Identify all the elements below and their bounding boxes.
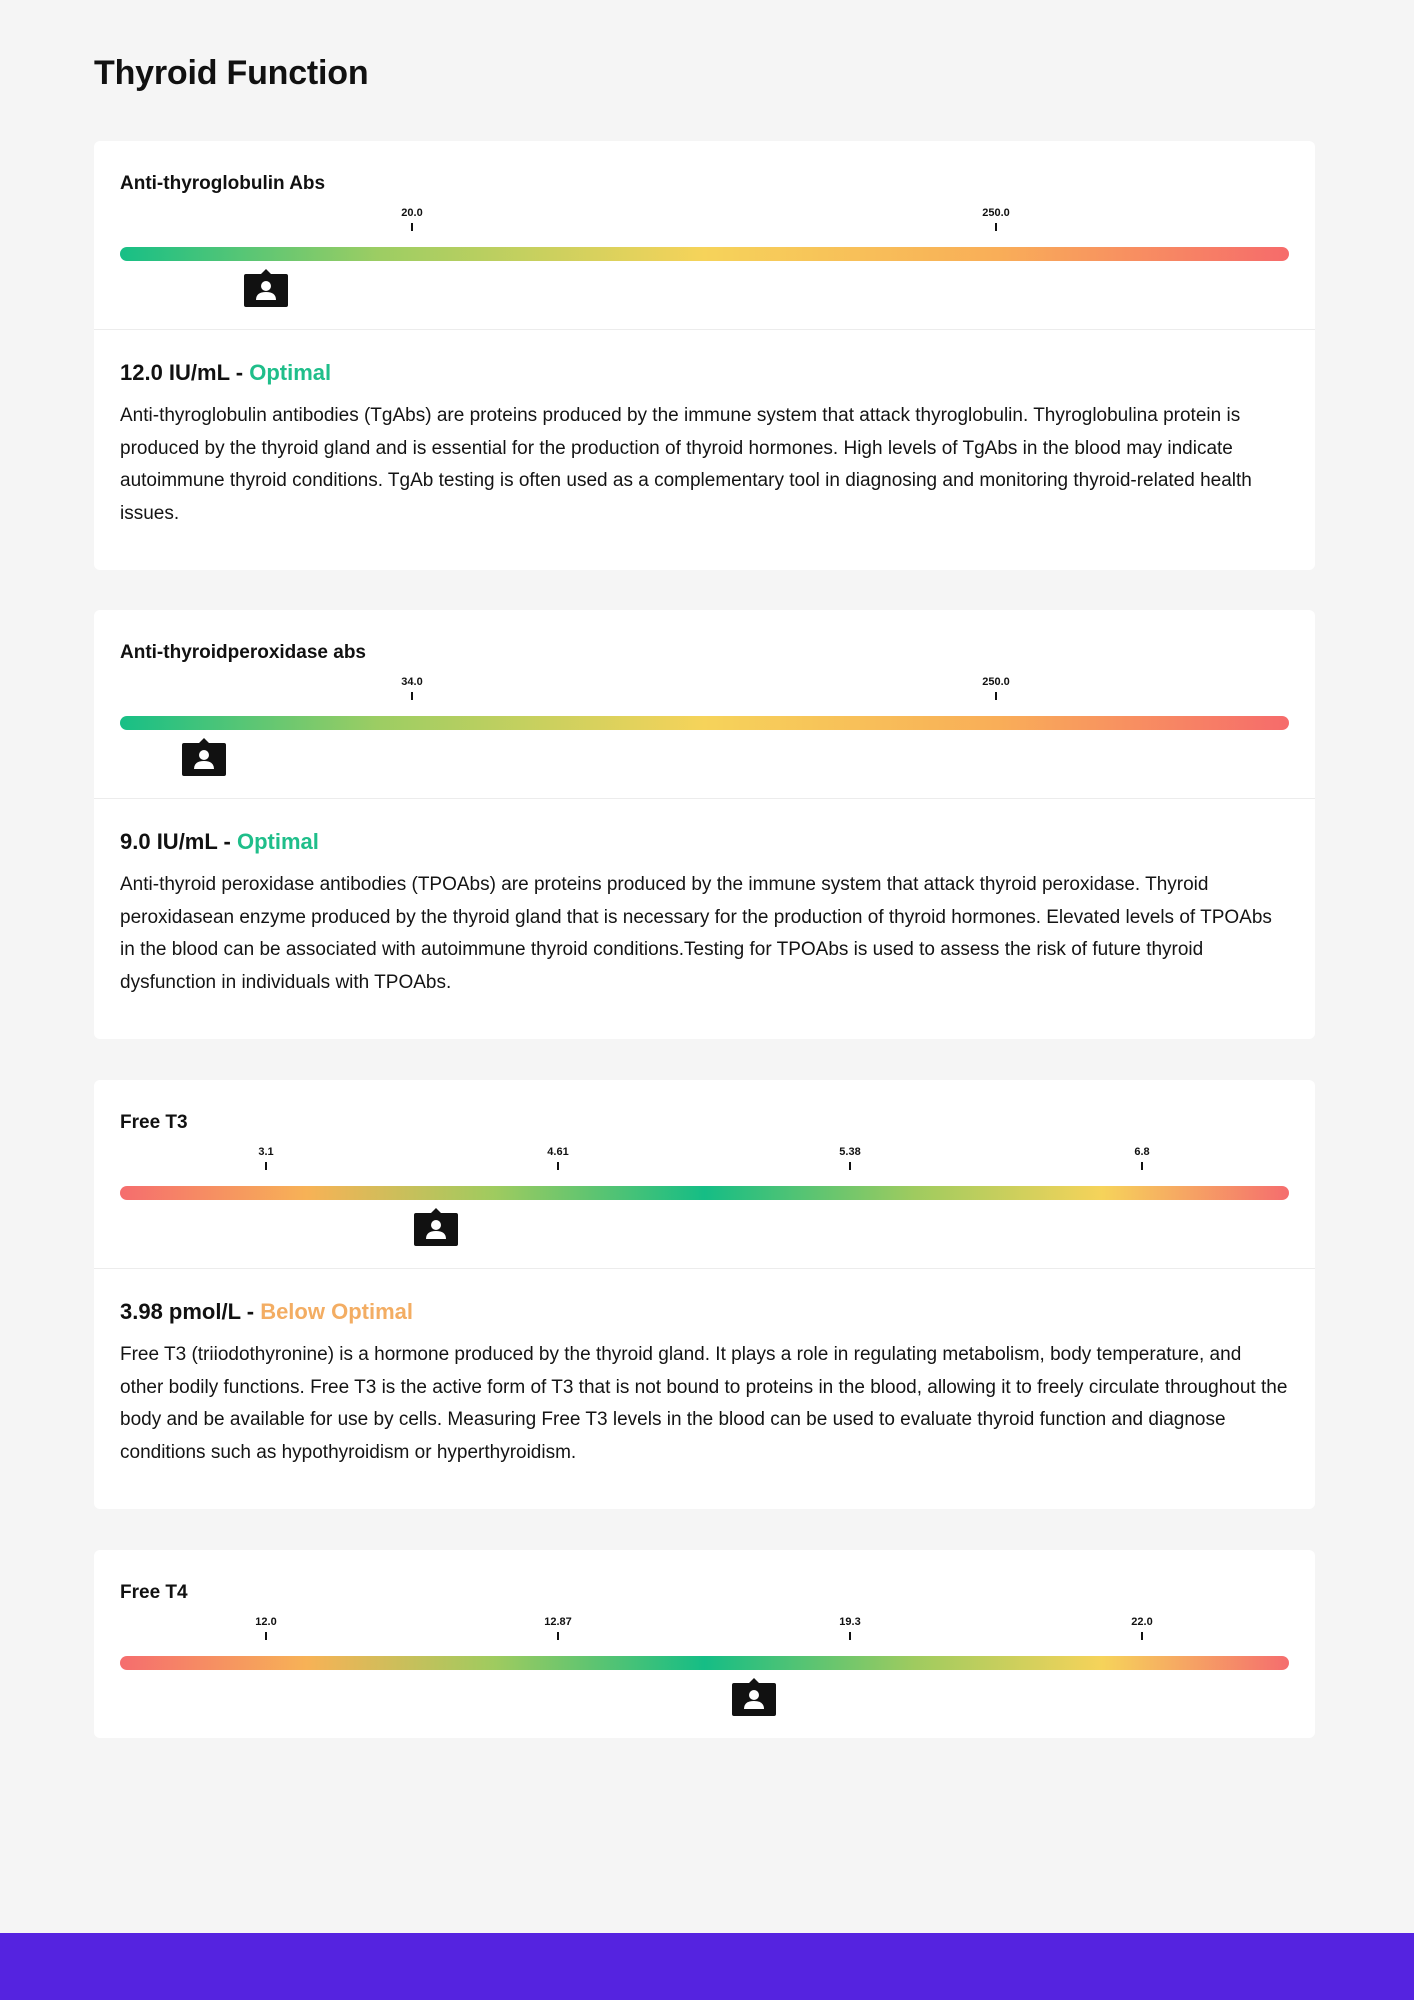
range-bar xyxy=(120,1656,1289,1670)
tick-mark xyxy=(849,1162,851,1170)
test-description: Anti-thyroid peroxidase antibodies (TPOAbs) are proteins produced by the immune system that attack thyroid peroxidase. Thyroid peroxidasean enzyme produced by the thyroid gland that is necessary for the production of thyroid hormones. Elevated levels of TPOAbs in the blood can be associated with autoimmune thyroid conditions.Testing for TPOAbs is used to assess the risk of future thyroid dysfunction in individuals with TPOAbs. xyxy=(120,874,1272,993)
test-card-anti-thyroidperoxidase xyxy=(94,610,1315,1039)
tick-label: 22.0 xyxy=(1131,1616,1153,1628)
tick-mark xyxy=(557,1162,559,1170)
tick-mark xyxy=(849,1632,851,1640)
tick-label: 20.0 xyxy=(401,207,423,219)
tick-label: 4.61 xyxy=(547,1146,569,1158)
result-section xyxy=(94,799,1315,1039)
tick-mark xyxy=(411,692,413,700)
tick-mark xyxy=(557,1632,559,1640)
result-line xyxy=(120,1299,1289,1325)
person-badge-icon xyxy=(182,738,226,776)
person-badge-icon xyxy=(244,269,288,307)
range-section xyxy=(94,610,1315,799)
tick-label: 6.8 xyxy=(1134,1146,1150,1158)
range-section xyxy=(94,1550,1315,1738)
result-value: 9.0 IU/mL - xyxy=(120,829,237,854)
test-name: Anti-thyroglobulin Abs xyxy=(120,173,326,194)
test-name: Free T3 xyxy=(120,1112,188,1133)
test-card-free-t3 xyxy=(94,1080,1315,1509)
tick-mark xyxy=(1141,1632,1143,1640)
person-badge-icon xyxy=(414,1208,458,1246)
tick-mark xyxy=(265,1632,267,1640)
range-bar xyxy=(120,247,1289,261)
test-card-anti-thyroglobulin xyxy=(94,141,1315,570)
result-value: 3.98 pmol/L - xyxy=(120,1299,261,1324)
result-section xyxy=(94,1269,1315,1509)
result-section xyxy=(94,330,1315,570)
tick-mark xyxy=(265,1162,267,1170)
test-description: Free T3 (triiodothyronine) is a hormone produced by the thyroid gland. It plays a role in regulating metabolism, body temperature, and other bodily functions. Free T3 is the active form of T3 that is not bound to proteins in the blood, allowing it to freely circulate throughout the body and be available for use by cells. Measuring Free T3 levels in the blood can be used to evaluate thyroid function and diagnose conditions such as hypothyroidism or hyperthyroidism. xyxy=(120,1344,1288,1463)
test-name: Free T4 xyxy=(120,1582,188,1603)
status-label: Below Optimal xyxy=(260,1299,413,1324)
test-name: Anti-thyroidperoxidase abs xyxy=(120,642,366,663)
test-description: Anti-thyroglobulin antibodies (TgAbs) are proteins produced by the immune system that attack thyroglobulin. Thyroglobulina protein is produced by the thyroid gland and is essential for the production of thyroid hormones. High levels of TgAbs in the blood may indicate autoimmune thyroid conditions. TgAb testing is often used as a complementary tool in diagnosing and monitoring thyroid-related health issues. xyxy=(120,405,1252,524)
tick-mark xyxy=(411,223,413,231)
tick-label: 12.0 xyxy=(255,1616,277,1628)
tick-label: 12.87 xyxy=(544,1616,572,1628)
tick-mark xyxy=(995,223,997,231)
tick-label: 250.0 xyxy=(982,676,1010,688)
result-line xyxy=(120,360,1289,386)
range-bar xyxy=(120,1186,1289,1200)
footer-bar xyxy=(0,1933,1414,2000)
result-line xyxy=(120,829,1289,855)
result-value: 12.0 IU/mL - xyxy=(120,360,250,385)
tick-label: 34.0 xyxy=(401,676,423,688)
tick-label: 250.0 xyxy=(982,207,1010,219)
tick-label: 19.3 xyxy=(839,1616,861,1628)
person-badge-icon xyxy=(732,1678,776,1716)
status-label: Optimal xyxy=(236,829,319,854)
status-label: Optimal xyxy=(249,360,332,385)
range-bar xyxy=(120,716,1289,730)
tick-mark xyxy=(1141,1162,1143,1170)
page-title: Thyroid Function xyxy=(94,54,369,92)
tick-mark xyxy=(995,692,997,700)
tick-label: 5.38 xyxy=(839,1146,861,1158)
range-section xyxy=(94,141,1315,330)
test-card-free-t4 xyxy=(94,1550,1315,1738)
range-section xyxy=(94,1080,1315,1269)
tick-label: 3.1 xyxy=(258,1146,274,1158)
